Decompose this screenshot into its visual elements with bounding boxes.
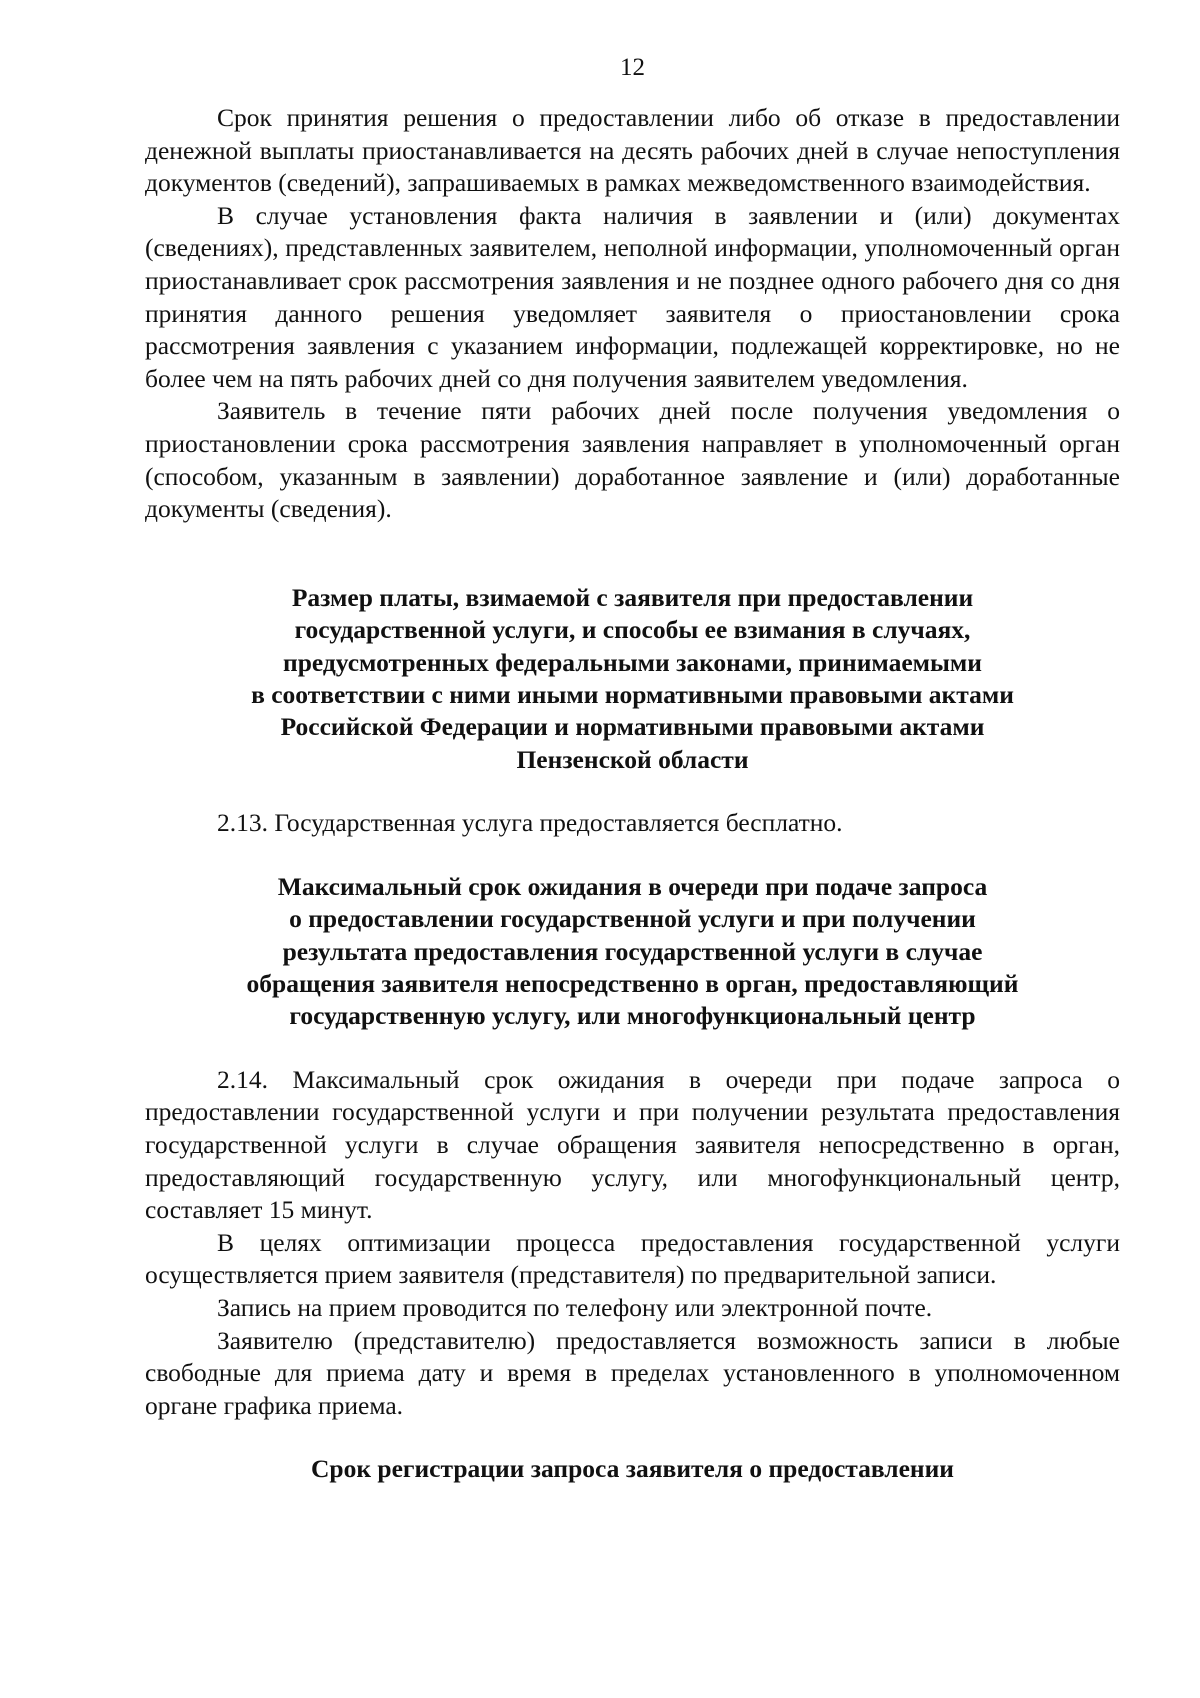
heading-line: Размер платы, взимаемой с заявителя при предоставлении	[291, 582, 974, 612]
heading-line: о предоставлении государственной услуги и при получении	[289, 904, 976, 934]
heading-line: Пензенской области	[516, 744, 749, 774]
section-heading-registration-term	[145, 1453, 1120, 1485]
heading-line: обращения заявителя непосредственно в орган, предоставляющий	[246, 968, 1019, 998]
heading-line: Российской Федерации и нормативными правовыми актами	[280, 712, 985, 742]
paragraph-appointment-schedule: Заявителю (представителю) предоставляется возможность записи в любые свободные для приема дату и время в пределах установленного в уполномоченном органе графика приема.	[145, 1325, 1120, 1420]
document-page	[145, 50, 1120, 1486]
heading-line: в соответствии с ними иными нормативными правовыми актами	[251, 679, 1014, 709]
paragraph-applicant-resubmission: Заявитель в течение пяти рабочих дней после получения уведомления о приостановлении срока рассмотрения заявления направляет в уполномоченный орган (способом, указанным в заявлении) доработанное заявление и (или) доработанные документы (сведения).	[145, 396, 1120, 524]
heading-line: предусмотренных федеральными законами, принимаемыми	[283, 647, 982, 677]
section-heading-waiting-time	[145, 871, 1120, 1033]
paragraph-incomplete-information: В случае установления факта наличия в заявлении и (или) документах (сведениях), представленных заявителем, неполной информации, уполномоченный орган приостанавливает срок рассмотрения заявления и не позднее одного рабочего дня со дня принятия данного решения уведомляет заявителя о приостановлении срока рассмотрения заявления с указанием информации, подлежащей корректировке, но не более чем на пять рабочих дней со дня получения заявителем уведомления.	[145, 200, 1120, 393]
paragraph-preliminary-appointment: В целях оптимизации процесса предоставления государственной услуги осуществляется прием заявителя (представителя) по предварительной записи.	[145, 1227, 1120, 1290]
section-heading-fee	[145, 582, 1120, 776]
paragraph-2-14: 2.14. Максимальный срок ожидания в очереди при подаче запроса о предоставлении государственной услуги и при получении результата предоставления государственной услуги в случае обращения заявителя непосредственно в орган, предоставляющий государственную услугу, или многофункциональный центр, составляет 15 минут.	[145, 1064, 1120, 1225]
heading-line: Максимальный срок ожидания в очереди при подаче запроса	[277, 871, 988, 901]
heading-line: государственную услугу, или многофункциональный центр	[289, 1001, 976, 1031]
paragraph-suspension-term: Срок принятия решения о предоставлении либо об отказе в предоставлении денежной выплаты приостанавливается на десять рабочих дней в случае непоступления документов (сведений), запрашиваемых в рамках межведомственного взаимодействия.	[145, 103, 1120, 198]
paragraph-appointment-method: Запись на прием проводится по телефону или электронной почте.	[217, 1292, 933, 1322]
paragraph-2-13: 2.13. Государственная услуга предоставляется бесплатно.	[217, 808, 843, 838]
page-number: 12	[620, 54, 645, 81]
heading-line: Срок регистрации запроса заявителя о предоставлении	[310, 1454, 955, 1484]
heading-line: государственной услуги, и способы ее взимания в случаях,	[294, 615, 971, 645]
heading-line: результата предоставления государственной услуги в случае	[282, 936, 983, 966]
